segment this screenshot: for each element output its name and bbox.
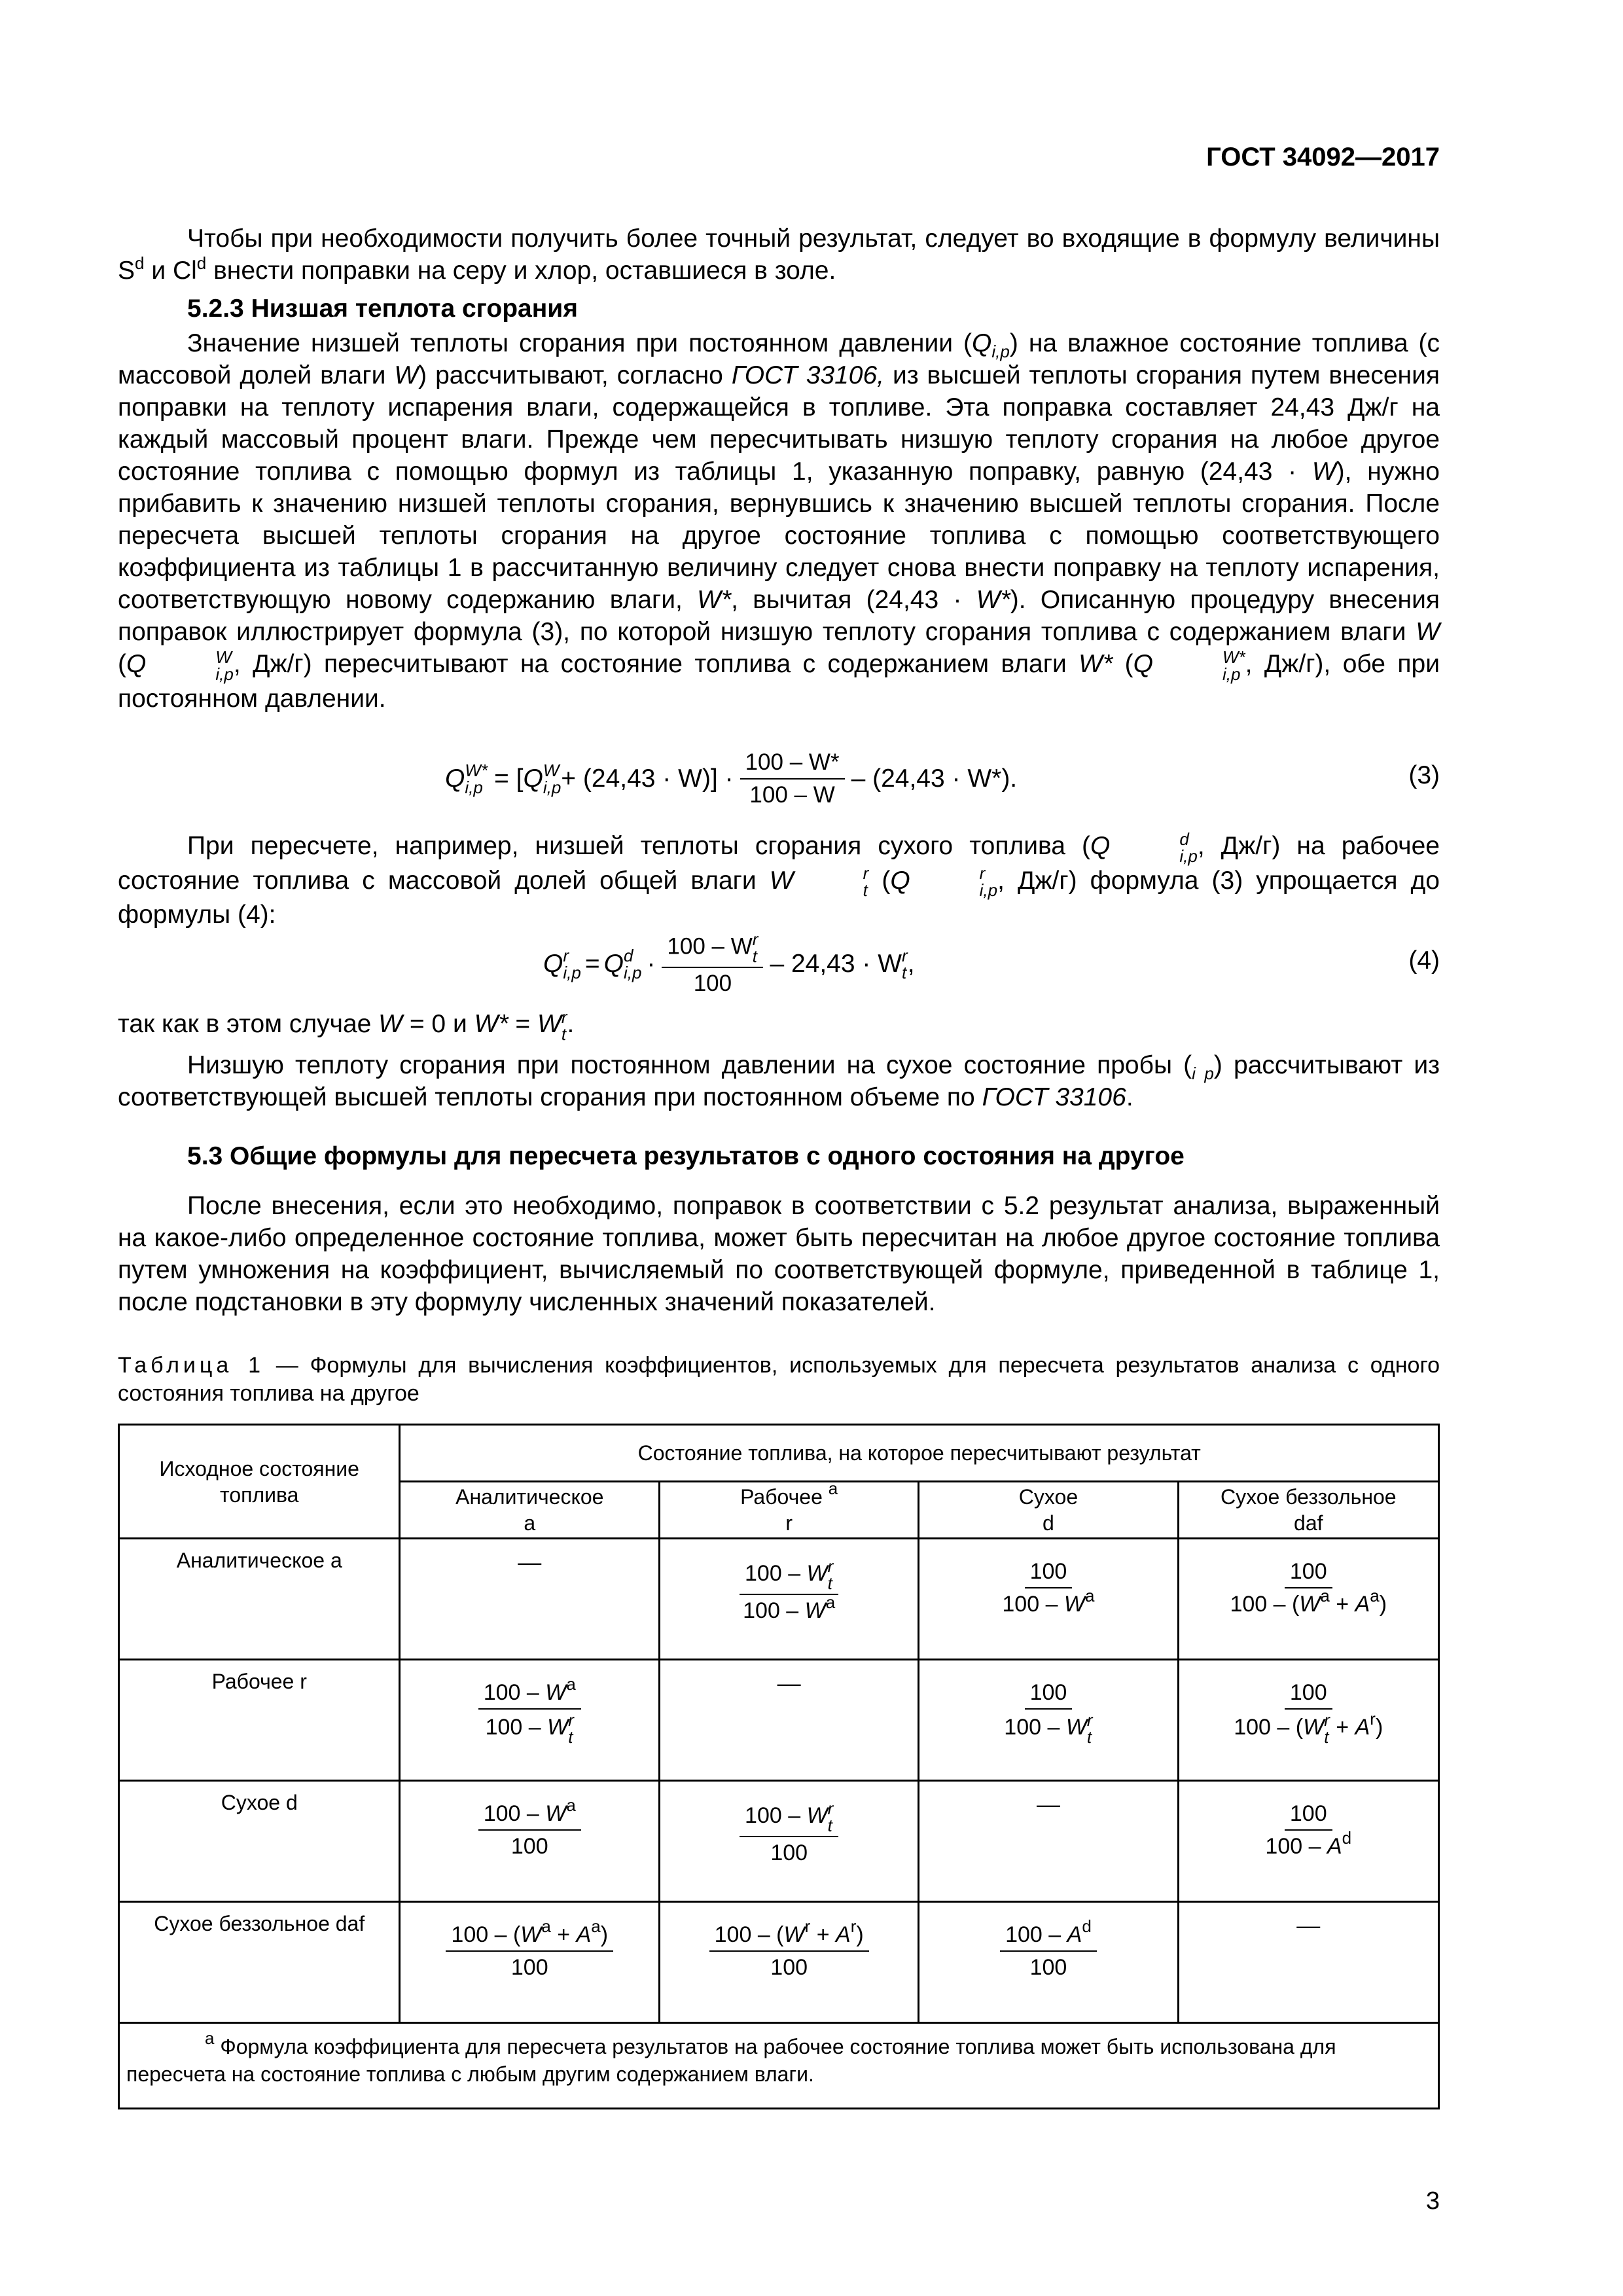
cell-d-daf: $\frac{100}{100 - A^d}$: [1178, 1781, 1438, 1902]
table-row: [119, 1902, 1439, 2023]
cell-daf-daf: —: [1178, 1902, 1438, 2023]
cell-d-r: 100 – W r t 100: [660, 1781, 919, 1902]
cell-d-d: —: [919, 1781, 1178, 1902]
document-page: [118, 0, 1440, 2296]
cell-a-r: 100 – W r t $100 - W^a$: [660, 1539, 919, 1660]
paragraph-dry-sample: Низшую теплоту сгорания при постоянном давлении на сухое состояние пробы $(_{i p})$ рассчитывают из соответствующей высшей теплоты сгорания при постоянном объеме по ГОСТ 33106.: [118, 1051, 1440, 1111]
header-source-state: Исходное состояние топлива: [119, 1425, 400, 1539]
cell-daf-a: $\frac{100 - (W^a + A^a)}{100}$: [400, 1902, 660, 2023]
table-row: [119, 1660, 1439, 1781]
header-target-state: Состояние топлива, на которое пересчитывают результат: [400, 1425, 1439, 1482]
section-heading-5-2-3: 5.2.3 Низшая теплота сгорания: [187, 295, 579, 323]
table-caption: Таблица 1 — Формулы для вычисления коэффициентов, используемых для пересчета результатов анализа с одного состояния топлива на другое: [118, 1353, 1440, 1406]
column-working: Рабочее $^a$ r: [660, 1482, 919, 1539]
column-dry-ash-free: Сухое беззольное daf: [1178, 1482, 1438, 1539]
cell-a-a: —: [400, 1539, 660, 1660]
cell-daf-r: $\frac{100 - (W^r + A^r)}{100}$: [660, 1902, 919, 2023]
paragraph-lower-heat: Значение низшей теплоты сгорания при постоянном давлении $(Q_{i,p})$ на влажное состояние топлива (с массовой долей влаги W) рассчитывают, согласно ГОСТ 33106, из высшей теплоты сгорания путем внесения поправки на теплоту испарения влаги, содержащейся в топливе. Эта поправка составляет 24,43 Дж/г на каждый массовый процент влаги. Прежде чем пересчитывать низшую теплоту сгорания на любое другое состояние топлива с помощью формул из таблицы 1, указанную поправку, равную (24,43 · W), нужно прибавить к значению низшей теплоты сгорания, вернувшись к значению высшей теплоты сгорания. После пересчета высшей теплоты сгорания на другое состояние топлива с помощью соответствующего коэффициента из таблицы 1 в рассчитанную величину следует снова внести поправку на теплоту испарения, соответствующую новому содержанию влаги, W*, вычитая (24,43 · W*). Описанную процедуру внесения поправок иллюстрирует формула (3), по которой низшую теплоту сгорания топлива с содержанием влаги W (Q W i,p , Дж/г) пересчитывают на состояние топлива с содержанием влаги W* (Q W* i,p , Дж/г), обе при постоянном давлении.: [118, 329, 1440, 713]
row-label-dry: Сухое d: [119, 1781, 400, 1902]
cell-d-a: $\frac{100 - W^a}{100}$: [400, 1781, 660, 1902]
column-dry: Сухое d: [919, 1482, 1178, 1539]
cell-r-daf: 100 100 – (W r t + $A^r$): [1178, 1660, 1438, 1781]
cell-r-d: 100 100 – W r t: [919, 1660, 1178, 1781]
cell-r-a: $100 - W^a$ 100 – W r t: [400, 1660, 660, 1781]
formula-4: Q r i,p = Q d i,p · 100 – W r t 100 – 24,43 · W r t , (4): [543, 929, 1440, 996]
paragraph-corrections: Чтобы при необходимости получить более точный результат, следует во входящие в формулу величины $S^d$ и Cl$^d$ внести поправки на серу и хлор, оставшиеся в золе.: [118, 224, 1440, 285]
paragraph-dry-to-working: При пересчете, например, низшей теплоты сгорания сухого топлива (Q d i,p , Дж/г) на рабочее состояние топлива с массовой долей общей влаги W r t (Q r i,p , Дж/г) формула (3) упрощается до формулы (4):: [118, 829, 1440, 929]
table-footnote: $^a$ Формула коэффициента для пересчета результатов на рабочее состояние топлива может быть использована для пересчета на состояние топлива с любым другим содержанием влаги.: [119, 2023, 1439, 2109]
cell-r-r: —: [660, 1660, 919, 1781]
cell-daf-d: $\frac{100 - A^d}{100}$: [919, 1902, 1178, 2023]
document-id: ГОСТ 34092—2017: [1206, 143, 1440, 171]
table-row: [119, 1539, 1439, 1660]
cell-a-daf: $\frac{100}{100 - (W^a + A^a)}$: [1178, 1539, 1438, 1660]
cell-a-d: $\frac{100}{100 - W^a}$: [919, 1539, 1178, 1660]
row-label-analytical: Аналитическое a: [119, 1539, 400, 1660]
section-heading-5-3: 5.3 Общие формулы для пересчета результатов с одного состояния на другое: [187, 1142, 1185, 1170]
page-number: 3: [1425, 2187, 1440, 2215]
paragraph-general-formulas: После внесения, если это необходимо, поправок в соответствии с 5.2 результат анализа, выраженный на какое-либо определенное состояние топлива, может быть пересчитан на любое другое состояние топлива путем умножения на коэффициент, вычисляемый по соответствующей формуле, приведенной в таблице 1, после подстановки в эту формулу численных значений показателей.: [118, 1192, 1440, 1316]
paragraph-since: так как в этом случае W = 0 и W* = W r t .: [118, 1007, 575, 1044]
row-label-working: Рабочее r: [119, 1660, 400, 1781]
formula-3: Q W* i,p = [ Q W i,p + (24,43 · W)] · $\frac{100 - W*}{100 - W}$ – (24,43 · W*). (3): [445, 749, 1440, 808]
conversion-table: [118, 1424, 1440, 2109]
formula-number-4: (4): [1408, 946, 1440, 975]
formula-number-3: (3): [1408, 761, 1440, 789]
table-row: [119, 1781, 1439, 1902]
row-label-dry-ash-free: Сухое беззольное daf: [119, 1902, 400, 2023]
column-analytical: Аналитическое a: [400, 1482, 660, 1539]
